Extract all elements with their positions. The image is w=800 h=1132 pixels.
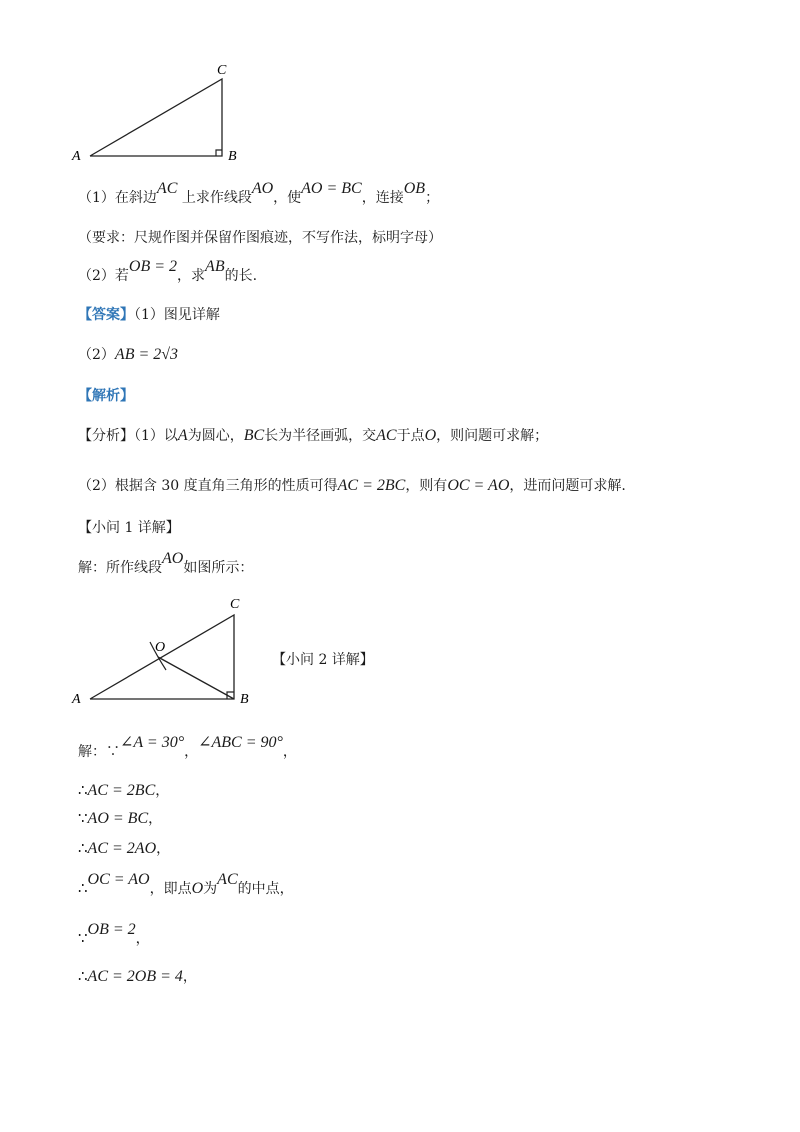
- step-3: ∵AO = BC，: [78, 809, 163, 827]
- step-1: 解：∵∠A = 30°，∠ABC = 90°，: [78, 734, 297, 760]
- label-c-2: C: [230, 597, 240, 612]
- figure-1-triangle: [60, 55, 260, 170]
- step-4: ∴AC = 2AO，: [78, 839, 171, 857]
- sub-question-1-heading: 【小问 1 详解】: [78, 520, 180, 536]
- triangle-abc: [90, 79, 222, 156]
- segment-ob: [158, 657, 234, 699]
- label-c: C: [217, 63, 227, 78]
- step-5: ∴OC = AO，即点O为AC的中点，: [78, 871, 294, 897]
- label-a: A: [72, 149, 81, 164]
- analysis-tag: 【解析】: [78, 388, 134, 404]
- answer-line-2: （2）AB = 2√3: [78, 346, 179, 363]
- label-b: B: [228, 149, 237, 164]
- label-b-2: B: [240, 692, 249, 707]
- label-a-2: A: [72, 692, 81, 707]
- figure-2-construction: [60, 590, 280, 715]
- right-angle-mark: [216, 150, 222, 156]
- question-2: （2）若OB = 2，求AB的长.: [78, 258, 258, 284]
- question-1: （1）在斜边AC 上求作线段AO，使AO = BC，连接OB；: [78, 180, 440, 206]
- answer-line-1: 【答案】（1）图见详解: [78, 307, 220, 323]
- label-o: O: [155, 640, 166, 655]
- sub-question-2-heading: 【小问 2 详解】: [272, 652, 374, 668]
- requirement-note: （要求：尺规作图并保留作图痕迹，不写作法，标明字母）: [78, 230, 442, 246]
- fenxi-line-2: （2）根据含 30 度直角三角形的性质可得AC = 2BC，则有OC = AO，进而问题可求解.: [78, 477, 626, 494]
- step-7: ∴AC = 2OB = 4，: [78, 967, 197, 985]
- step-6: ∵OB = 2，: [78, 921, 150, 947]
- fenxi-line-1: 【分析】（1）以A为圆心，BC长为半径画弧，交AC于点O，则问题可求解；: [78, 427, 549, 444]
- solution-1: 解：所作线段AO如图所示：: [78, 550, 254, 576]
- answer-tag: 【答案】: [78, 307, 134, 323]
- step-2: ∴AC = 2BC，: [78, 781, 170, 799]
